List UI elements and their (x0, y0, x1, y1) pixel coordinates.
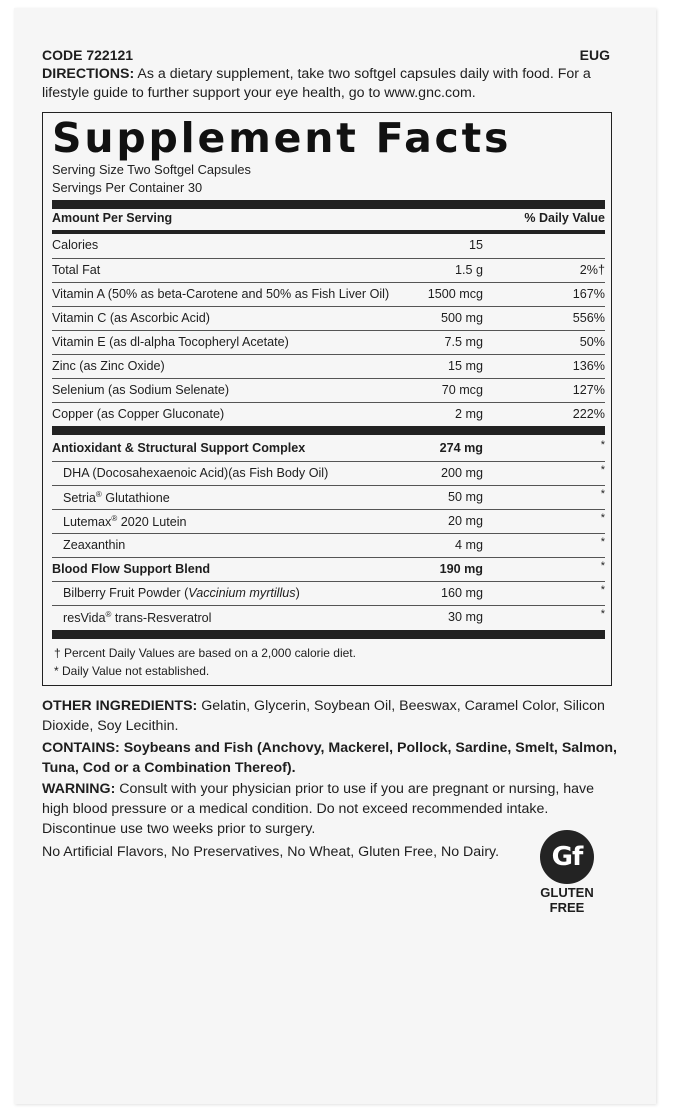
blend-amount: 190 mg (439, 562, 483, 576)
nutrient-amount: 2 mg (455, 407, 483, 421)
ingredient-amount: 4 mg (455, 538, 483, 552)
nutrient-row (52, 330, 605, 353)
nutrient-row (52, 258, 605, 281)
ingredient-name: Bilberry Fruit Powder (Vaccinium myrtillus) (63, 586, 300, 600)
nutrient-amount: 15 (468, 238, 483, 252)
thick-divider (52, 426, 605, 435)
nutrient-row (52, 378, 605, 401)
ingredient-row (52, 605, 605, 628)
nutrient-row (52, 354, 605, 377)
ingredient-row (52, 581, 605, 604)
nutrient-name: Vitamin E (as dl-alpha Tocopheryl Acetate) (52, 335, 289, 349)
warning-statement (42, 779, 622, 839)
gluten-free-icon: Gf (540, 830, 594, 884)
directions (42, 65, 617, 103)
nutrient-dv: 167% (572, 287, 605, 301)
directions-text: As a dietary supplement, take two softgel capsules daily with food. For a lifestyle guide to further support your eye health, go to www.gnc.com. (42, 66, 591, 101)
ingredient-dv: * (600, 536, 605, 548)
nutrient-dv: 222% (572, 407, 605, 421)
nutrient-amount: 1500 mcg (427, 287, 483, 301)
ingredient-row (52, 461, 605, 484)
gluten-free-label: GLUTEN FREE (540, 885, 594, 915)
product-code: CODE 722121 (42, 47, 134, 63)
nutrient-name: Vitamin C (as Ascorbic Acid) (52, 311, 210, 325)
complex-row (52, 437, 605, 459)
warning-label: WARNING: (42, 781, 116, 797)
ingredient-amount: 160 mg (440, 586, 483, 600)
supplement-facts-panel (42, 112, 612, 686)
nutrient-amount: 1.5 g (454, 263, 483, 277)
other-ingredients (42, 696, 622, 736)
servings-per-container: Servings Per Container 30 (52, 180, 203, 195)
nutrient-amount: 70 mcg (441, 383, 483, 397)
nutrient-dv: 2%† (579, 263, 605, 277)
nutrient-amount: 500 mg (440, 311, 483, 325)
contains-statement (42, 738, 622, 778)
thick-divider (52, 630, 605, 639)
product-code-row (42, 47, 610, 65)
footnote-not-established: * Daily Value not established. (54, 664, 210, 678)
nutrient-dv: 50% (579, 335, 605, 349)
other-ingredients-text: Gelatin, Glycerin, Soybean Oil, Beeswax, Caramel Color, Silicon Dioxide, Soy Lecithin. (42, 698, 605, 734)
blend-row (52, 557, 605, 580)
ingredient-name: Zeaxanthin (63, 538, 126, 552)
nutrient-row (52, 282, 605, 305)
nutrient-row (52, 306, 605, 329)
nutrient-name: Selenium (as Sodium Selenate) (52, 383, 230, 397)
ingredient-amount: 30 mg (447, 610, 483, 624)
nutrient-dv: 136% (572, 359, 605, 373)
nutrient-name: Calories (52, 238, 99, 252)
free-from-claims: No Artificial Flavors, No Preservatives, No Wheat, Gluten Free, No Dairy. (42, 844, 500, 860)
ingredient-dv: * (600, 584, 605, 596)
ingredient-dv: * (600, 464, 605, 476)
serving-size: Serving Size Two Softgel Capsules (52, 162, 251, 177)
nutrient-dv: 127% (572, 383, 605, 397)
directions-label: DIRECTIONS: (42, 66, 135, 82)
contains-text: Soybeans and Fish (Anchovy, Mackerel, Pollock, Sardine, Smelt, Salmon, Tuna, Cod or a Combination Thereof). (42, 740, 617, 776)
amount-per-serving-header: Amount Per Serving (52, 211, 173, 225)
ingredient-name: Setria® Glutathione (63, 490, 170, 506)
warning-text: Consult with your physician prior to use if you are pregnant or nursing, have high blood pressure or a medical condition. Do not exceed recommended intake. Discontinue use two weeks prior to surgery. (42, 781, 594, 837)
daily-value-header: % Daily Value (524, 211, 605, 225)
ingredient-row (52, 533, 605, 556)
other-ingredients-label: OTHER INGREDIENTS: (42, 698, 198, 714)
complex-amount: 274 mg (439, 441, 483, 455)
nutrient-name: Total Fat (52, 263, 101, 277)
ingredient-amount: 200 mg (440, 466, 483, 480)
nutrient-dv: 556% (572, 311, 605, 325)
ingredient-dv: * (600, 512, 605, 524)
ingredient-name: resVida® trans-Resveratrol (63, 610, 212, 626)
ingredient-amount: 50 mg (447, 490, 483, 504)
ingredient-dv: * (600, 488, 605, 500)
complex-dv: * (600, 439, 605, 451)
nutrient-name: Copper (as Copper Gluconate) (52, 407, 225, 421)
nutrient-row (52, 402, 605, 425)
nutrient-amount: 15 mg (447, 359, 483, 373)
thick-divider (52, 200, 605, 209)
ingredient-row (52, 509, 605, 532)
ingredient-name: DHA (Docosahexaenoic Acid)(as Fish Body Oil) (63, 466, 329, 480)
nutrient-row (52, 234, 605, 256)
ingredient-name: Lutemax® 2020 Lutein (63, 514, 187, 530)
blend-dv: * (600, 560, 605, 572)
ingredient-dv: * (600, 608, 605, 620)
amount-header-row (52, 211, 605, 229)
nutrient-amount: 7.5 mg (444, 335, 483, 349)
ingredient-row (52, 485, 605, 508)
blend-name: Blood Flow Support Blend (52, 562, 211, 576)
nutrient-name: Zinc (as Zinc Oxide) (52, 359, 165, 373)
facts-title: Supplement Facts (52, 114, 512, 162)
complex-name: Antioxidant & Structural Support Complex (52, 441, 306, 455)
footnote-dv: † Percent Daily Values are based on a 2,000 calorie diet. (54, 646, 356, 660)
nutrient-name: Vitamin A (50% as beta-Carotene and 50% as Fish Liver Oil) (52, 287, 390, 301)
lot-code: EUG (579, 47, 610, 63)
contains-label: CONTAINS: (42, 740, 120, 756)
ingredient-amount: 20 mg (447, 514, 483, 528)
